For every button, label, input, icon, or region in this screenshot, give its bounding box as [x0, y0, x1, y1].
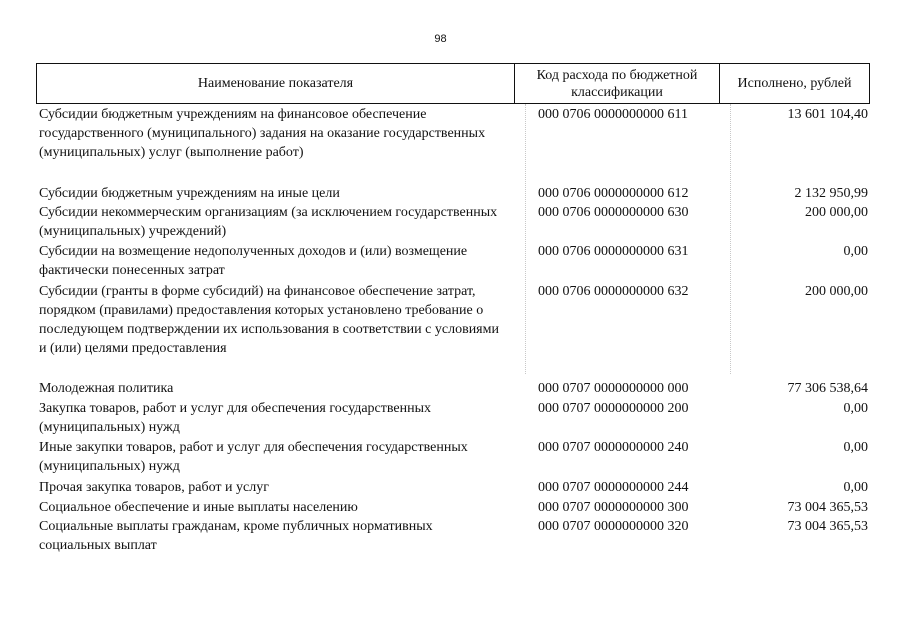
- row-name: Молодежная политика: [39, 381, 174, 396]
- row-name: Прочая закупка товаров, работ и услуг: [39, 480, 269, 495]
- row-amount: 0,00: [843, 440, 868, 455]
- header-executed-column: Исполнено, рублей: [737, 76, 852, 91]
- row-amount: 73 004 365,53: [787, 500, 868, 515]
- row-amount: 0,00: [843, 244, 868, 259]
- page-number: 98: [434, 33, 447, 45]
- row-code: 000 0707 0000000000 240: [538, 440, 689, 455]
- row-amount: 0,00: [843, 401, 868, 416]
- header-code-column: Код расхода по бюджетной классификации: [515, 64, 720, 103]
- row-amount: 200 000,00: [805, 284, 868, 299]
- row-name: Закупка товаров, работ и услуг для обеспечения государственных (муниципальных) нужд: [39, 401, 432, 435]
- row-amount: 13 601 104,40: [787, 107, 868, 122]
- row-code: 000 0706 0000000000 611: [538, 107, 688, 122]
- row-amount: 200 000,00: [805, 205, 868, 220]
- row-name: Субсидии (гранты в форме субсидий) на финансовое обеспечение затрат, порядком (правилами) предоставления которых установлено требование о последующем подтверждении их использования в соответствии с условиями и (или) целями предоставления: [39, 284, 499, 356]
- row-code: 000 0706 0000000000 630: [538, 205, 689, 220]
- row-name: Субсидии некоммерческим организациям (за исключением государственных (муниципальных) учреждений): [39, 205, 498, 239]
- row-amount: 77 306 538,64: [787, 381, 868, 396]
- row-code: 000 0707 0000000000 200: [538, 401, 689, 416]
- row-name: Субсидии бюджетным учреждениям на финансовое обеспечение государственного (муниципального) задания на оказание государственных (муниципальных) услуг (выполнение работ): [39, 107, 486, 160]
- row-amount: 0,00: [843, 480, 868, 495]
- row-name: Социальные выплаты гражданам, кроме публичных нормативных социальных выплат: [39, 519, 433, 553]
- row-name: Иные закупки товаров, работ и услуг для обеспечения государственных (муниципальных) нужд: [39, 440, 468, 474]
- header-name-column: Наименование показателя: [37, 64, 515, 103]
- row-amount: 73 004 365,53: [787, 519, 868, 534]
- row-name: Социальное обеспечение и иные выплаты населению: [39, 500, 358, 515]
- column-divider: [525, 104, 526, 374]
- row-code: 000 0707 0000000000 320: [538, 519, 689, 534]
- row-code: 000 0707 0000000000 300: [538, 500, 689, 515]
- column-divider: [730, 104, 731, 374]
- table-header: [36, 63, 870, 104]
- row-code: 000 0706 0000000000 631: [538, 244, 689, 259]
- row-name: Субсидии на возмещение недополученных доходов и (или) возмещение фактически понесенных затрат: [39, 244, 468, 278]
- row-code: 000 0707 0000000000 244: [538, 480, 689, 495]
- row-code: 000 0706 0000000000 632: [538, 284, 689, 299]
- row-name: Субсидии бюджетным учреждениям на иные цели: [39, 186, 340, 201]
- row-amount: 2 132 950,99: [794, 186, 868, 201]
- row-code: 000 0706 0000000000 612: [538, 186, 689, 201]
- row-code: 000 0707 0000000000 000: [538, 381, 689, 396]
